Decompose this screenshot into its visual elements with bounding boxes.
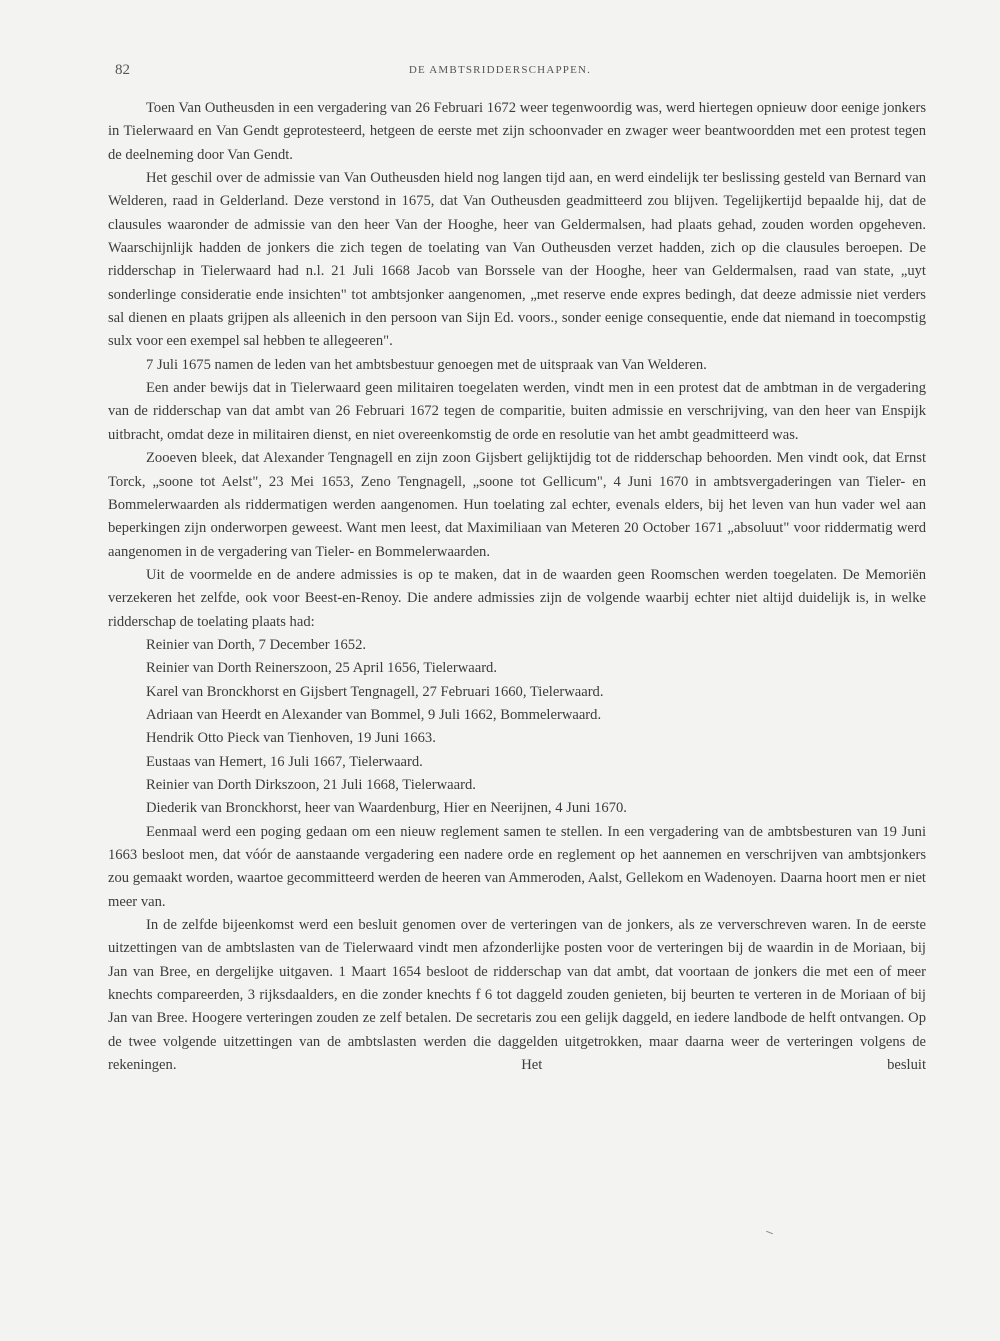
- admission-entry: Reinier van Dorth, 7 December 1652.: [146, 636, 367, 653]
- paragraph: Het geschil over de admissie van Van Outheusden hield nog langen tijd aan, en werd eindelijk ter beslissing gesteld van Bernard van Welderen, raad in Gelderland. Deze verstond in 1675, dat Van Outheusden geadmitteerd zou blijven. Tegelijkertijd bepaalde hij, dat de clausules waaronder de admissie van den heer Van der Hooghe, heer van Geldermalsen, had plaats gehad, zouden worden opgeheven. Waarschijnlijk hadden de jonkers die zich tegen de toelating van Van Outheusden verzet hadden, zich op die clausules beroepen. De ridderschap in Tielerwaard had n.l. 21 Juli 1668 Jacob van Borssele van der Hooghe, heer van Geldermalsen, raad van state, „uyt sonderlinge consideratie ende insichten" tot ambtsjonker aangenomen, „met reserve ende expres bedingh, dat deeze admissie niet verders sal dienen en plaats grijpen als alleenich in den persoon van Sijn Ed. voors., sonder eenige consequentie, ende dat niemand in toecompstig sulx voor een exempel sal hebben te allegeeren".: [108, 170, 926, 350]
- running-title: DE AMBTSRIDDERSCHAPPEN.: [408, 64, 592, 76]
- admission-entry: Hendrik Otto Pieck van Tienhoven, 19 Juni 1663.: [146, 730, 436, 747]
- page-number: 82: [115, 62, 130, 78]
- paragraph: Uit de voormelde en de andere admissies is op te maken, dat in de waarden geen Roomschen werden toegelaten. De Memoriën verzekeren het zelfde, ook voor Beest-en-Renoy. Die andere admissies zijn de volgende waarbij echter niet altijd duidelijk is, in welke ridderschap de toelating plaats had:: [108, 566, 926, 630]
- paragraph: Een ander bewijs dat in Tielerwaard geen militairen toegelaten werden, vindt men in een protest dat de ambtman in de vergadering van de ridderschap van dat ambt van 26 Februari 1672 tegen de comparitie, buiten admissie en verschrijving, van den heer van Enspijk uitbracht, omdat deze in militairen dienst, en niet overeenkomstig de orde en resolutie van het ambt geadmitteerd was.: [108, 380, 926, 443]
- paragraph: In de zelfde bijeenkomst werd een besluit genomen over de verteringen van de jonkers, als ze ververschreven waren. In de eerste uitzettingen van de ambtslasten van de Tielerwaard vindt men afzonderlijke posten voor de verteringen bij de waardin in de Moriaan, bij Jan van Bree, en dergelijke uitgaven. 1 Maart 1654 besloot de ridderschap van dat ambt, dat voortaan de jonkers die met een of meer knechts compareerden, 3 rijksdaalders, en die zonder knechts f 6 tot daggeld zouden genieten, bij beurten te verteren in de Moriaan of bij Jan van Bree. Hoogere verteringen zouden ze zelf betalen. De secretaris zou een gelijk daggeld, en iedere landbode de helft ontvangen. Op de twee volgende uitzettingen van de ambtslasten werden die daggelden uitgetrokken, maar daarna weer de verteringen volgens de rekeningen. Het besluit: [108, 917, 926, 1074]
- stray-mark: [766, 1231, 773, 1235]
- paragraph: Toen Van Outheusden in een vergadering van 26 Februari 1672 weer tegenwoordig was, werd hiertegen opnieuw door eenige jonkers in Tielerwaard en Van Gendt geprotesteerd, hetgeen de eerste met zijn schoonvader en zwager weer beantwoordden met een protest tegen de deelneming door Van Gendt.: [108, 100, 926, 163]
- paragraph: 7 Juli 1675 namen de leden van het ambtsbestuur genoegen met de uitspraak van Van Welderen.: [146, 356, 707, 373]
- paragraph: Eenmaal werd een poging gedaan om een nieuw reglement samen te stellen. In een vergadering van de ambtsbesturen van 19 Juni 1663 besloot men, dat vóór de aanstaande vergadering een nadere orde en reglement op het aannemen en verschrijven van ambtsjonkers zou gemaakt worden, waartoe gecommitteerd werden de heeren van Ammeroden, Aalst, Gellekom en Wadenoyen. Daarna hoort men er niet meer van.: [108, 823, 926, 910]
- admission-entry: Reinier van Dorth Reinerszoon, 25 April 1656, Tielerwaard.: [146, 660, 497, 677]
- paragraph: Zooeven bleek, dat Alexander Tengnagell en zijn zoon Gijsbert gelijktijdig tot de ridderschap behoorden. Men vindt ook, dat Ernst Torck, „soone tot Aelst", 23 Mei 1653, Zeno Tengnagell, „soone tot Gellicum", 4 Juni 1670 in ambtsvergaderingen van Tieler- en Bommelerwaarden als riddermatigen werden aangenomen. Hun toelating zal echter, evenals elders, bij het leven van hun vader wel aan beperkingen zijn onderworpen geweest. Want men leest, dat Maximiliaan van Meteren 20 October 1671 „absoluut" voor riddermatig werd aangenomen in de vergadering van Tieler- en Bommelerwaarden.: [108, 450, 926, 560]
- admission-entry: Eustaas van Hemert, 16 Juli 1667, Tielerwaard.: [146, 753, 423, 770]
- admission-entry: Adriaan van Heerdt en Alexander van Bommel, 9 Juli 1662, Bommelerwaard.: [146, 706, 602, 723]
- admission-entry: Karel van Bronckhorst en Gijsbert Tengnagell, 27 Februari 1660, Tielerwaard.: [146, 683, 604, 700]
- admission-entry: Diederik van Bronckhorst, heer van Waardenburg, Hier en Neerijnen, 4 Juni 1670.: [146, 800, 627, 817]
- admission-entry: Reinier van Dorth Dirkszoon, 21 Juli 1668, Tielerwaard.: [146, 776, 476, 793]
- body-text: [108, 97, 926, 1077]
